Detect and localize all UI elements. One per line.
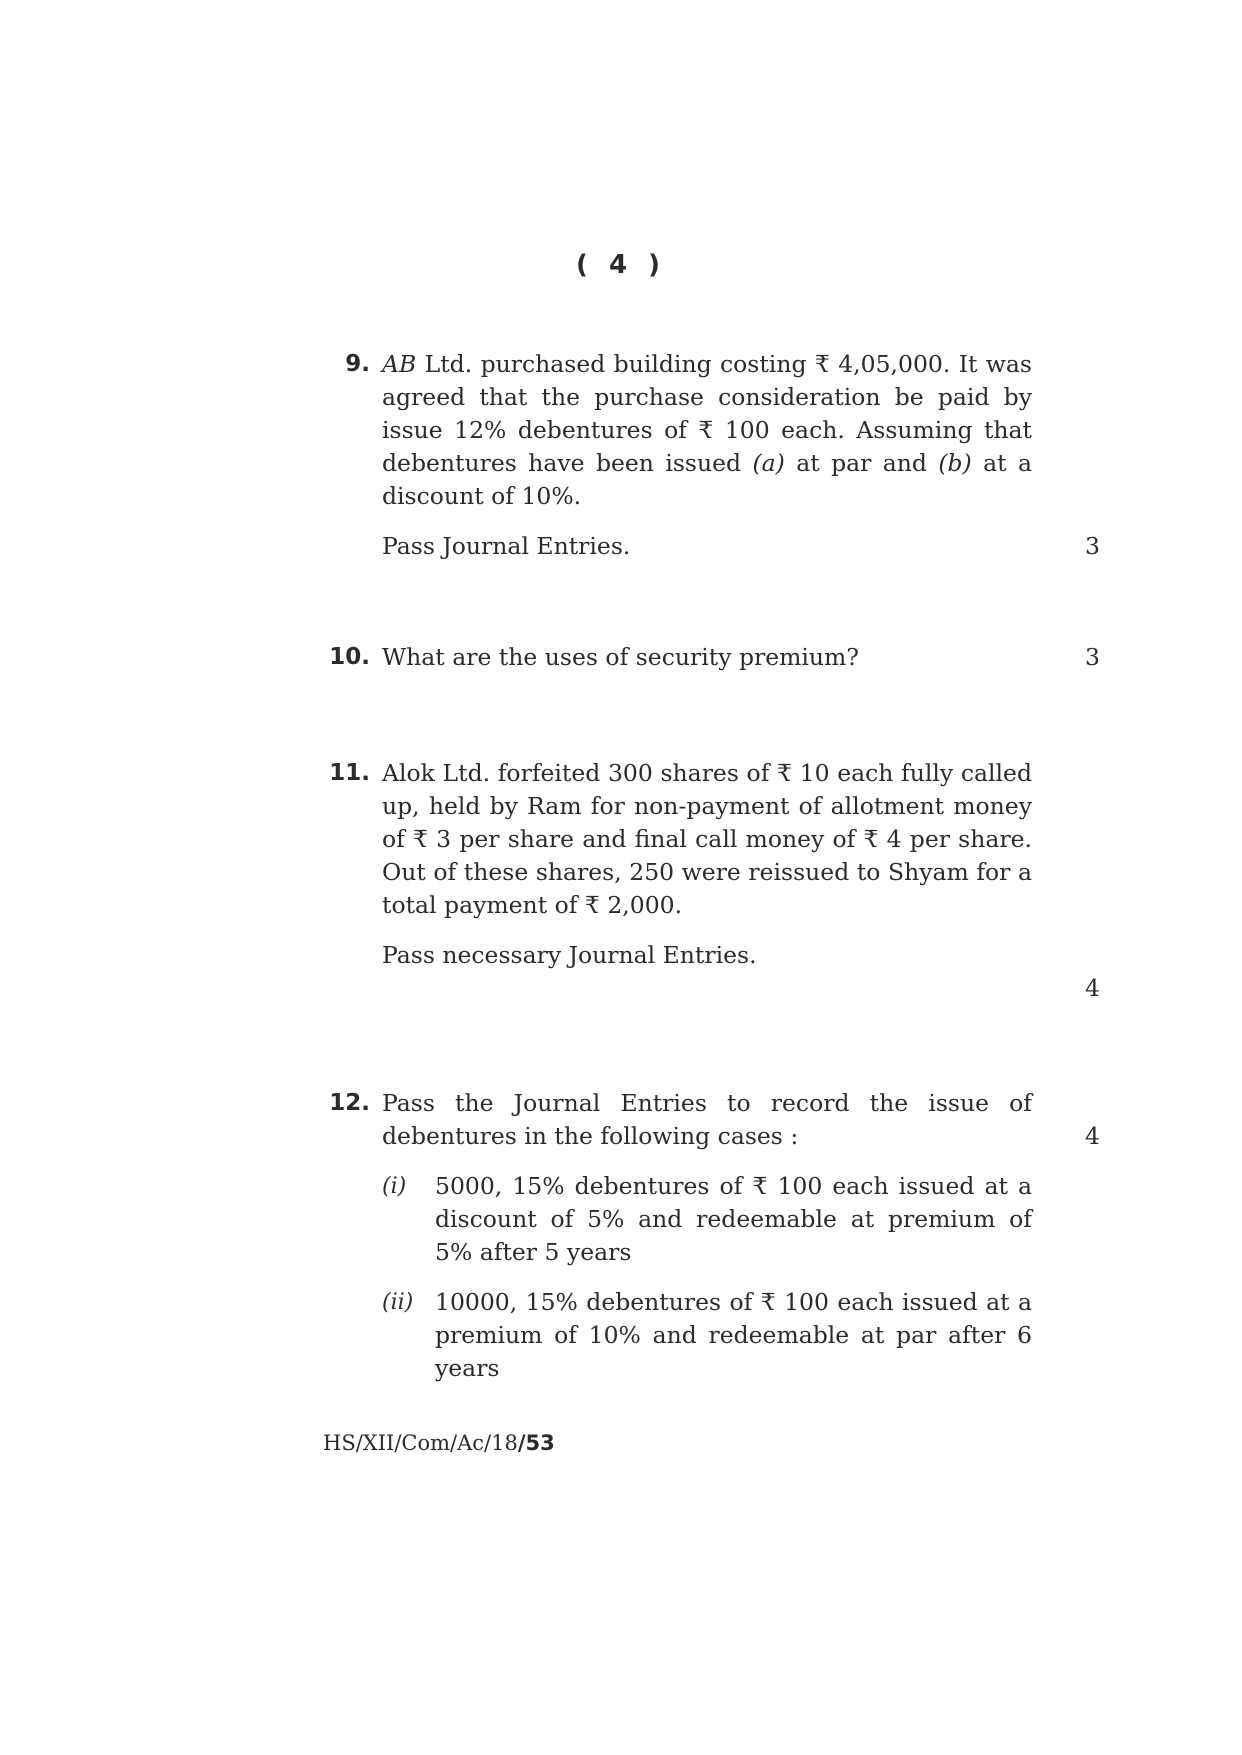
question-text: Alok Ltd. forfeited 300 shares of ₹ 10 each fully called up, held by Ram for non-payment of allotment money of ₹ 3 per share and final call money of ₹ 4 per share. Out of these shares, 250 were reissued to Shyam for a total payment of ₹ 2,000. bbox=[382, 759, 1032, 919]
sub-item-ii bbox=[382, 1286, 1032, 1385]
italic-text: AB bbox=[382, 350, 417, 378]
question-body bbox=[382, 348, 1032, 563]
question-body bbox=[382, 1087, 1032, 1385]
sub-item-text: 5000, 15% debentures of ₹ 100 each issued at a discount of 5% and redeemable at premium of 5% after 5 years bbox=[435, 1172, 1032, 1266]
marks: 4 bbox=[1085, 974, 1100, 1002]
question-instruction: Pass necessary Journal Entries. bbox=[382, 941, 757, 969]
text-span: at par and bbox=[784, 449, 939, 477]
question-instruction: Pass Journal Entries. bbox=[382, 532, 631, 560]
sub-item-text: 10000, 15% debentures of ₹ 100 each issued at a premium of 10% and redeemable at par after 6 years bbox=[435, 1288, 1032, 1382]
question-number: 11. bbox=[329, 760, 370, 786]
footer-code-text: HS/XII/Com/Ac/18 bbox=[323, 1431, 518, 1455]
question-body bbox=[382, 757, 1032, 972]
question-text: What are the uses of security premium? bbox=[382, 643, 859, 671]
question-number: 10. bbox=[329, 644, 370, 670]
italic-text: (a) bbox=[752, 449, 785, 477]
question-number: 12. bbox=[329, 1090, 370, 1116]
marks: 3 bbox=[1085, 532, 1100, 560]
text-span: Ltd. purchased building costing ₹ 4,05,000. It was agreed that the purchase consideration be paid by issue 12% debentures of ₹ 100 each. Assuming that debentures have been issued bbox=[382, 350, 1032, 477]
page-number: ( 4 ) bbox=[576, 250, 666, 280]
footer-code bbox=[323, 1428, 555, 1458]
sub-item-label: (ii) bbox=[382, 1290, 414, 1315]
italic-text: (b) bbox=[938, 449, 972, 477]
marks: 3 bbox=[1085, 643, 1100, 671]
question-text: Pass the Journal Entries to record the issue of debentures in the following cases : bbox=[382, 1089, 1032, 1150]
sub-item-label: (i) bbox=[382, 1174, 407, 1199]
question-text bbox=[382, 348, 1032, 513]
text-span: at a discount of 10%. bbox=[382, 449, 1032, 510]
question-body bbox=[382, 641, 1032, 674]
footer-code-suffix: /53 bbox=[517, 1431, 555, 1455]
sub-item-i bbox=[382, 1170, 1032, 1269]
question-number: 9. bbox=[345, 351, 370, 377]
marks: 4 bbox=[1085, 1122, 1100, 1150]
